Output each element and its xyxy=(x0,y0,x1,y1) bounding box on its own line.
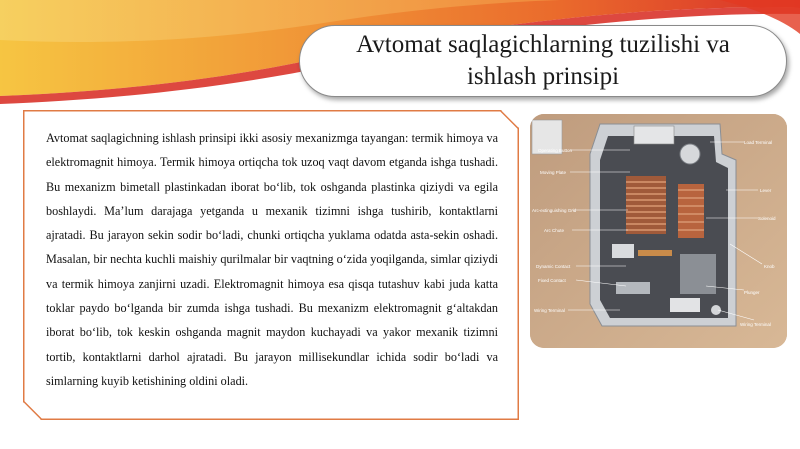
body-paragraph: Avtomat saqlagichning ishlash prinsipi ikki asosiy mexanizmga tayangan: termik himoya va elektromagnit himoya. Termik himoya ortiqcha tok uzoq vaqt davom etganda ishga tushadi. Bu mexanizm bimetall plastinkadan iborat bo‘lib, tok oshganda plastinka qiziydi va egila boshlaydi. Ma’lum darajaga yetganda u mexanik tizimni ishga tushirib, kontaktlarni ajratadi. Bu jarayon sekin sodir bo‘ladi, chunki ortiqcha yuklama odatda asta-sekin oshadi. Masalan, bir nechta kuchli maishiy qurilmalar bir vaqtning o‘zida yoqilganda, simlar qiziydi va termik himoya zanjirni uzadi. Elektromagnit himoya esa qisqa tutashuv kabi juda katta toklar paydo bo‘lganda bir zumda ishga tushadi. Bu mexanizm elektromagnit g‘altakdan iborat bo‘lib, tok keskin oshganda magnit maydon kuchayadi va yakor mexanik tizimni tortib, kontaktlarni darhol ajratadi. Bu jarayon millisekundlar ichida sodir bo‘ladi va simlarning kuyib ketishining oldini oladi. xyxy=(46,131,498,388)
label-lever: Lever xyxy=(760,188,772,193)
circuit-breaker-photo xyxy=(530,114,787,348)
label-solenoid: Solenoid xyxy=(758,216,776,221)
label-arc-grid: Arc-extinguishing Grid xyxy=(532,208,577,213)
label-plunger: Plunger xyxy=(744,290,760,295)
label-knob: Knob xyxy=(764,264,775,269)
label-fixed-contact: Fixed Contact xyxy=(538,278,566,283)
label-arc-chute: Arc Chute xyxy=(544,228,565,233)
label-operating-button: Operating Button xyxy=(538,148,573,153)
label-wiring-terminal-left: Wiring Terminal xyxy=(534,308,565,313)
label-dynamic-contact: Dynamic Contact xyxy=(536,264,571,269)
label-load-terminal: Load Terminal xyxy=(744,140,773,145)
slide-title: Avtomat saqlagichlarning tuzilishi va ishlash prinsipi xyxy=(356,31,730,90)
circuit-breaker-illustration xyxy=(530,114,787,348)
title-box xyxy=(299,25,787,97)
label-moving-plate: Moving Plate xyxy=(540,170,567,175)
label-wiring-terminal-right: Wiring Terminal xyxy=(740,322,771,327)
